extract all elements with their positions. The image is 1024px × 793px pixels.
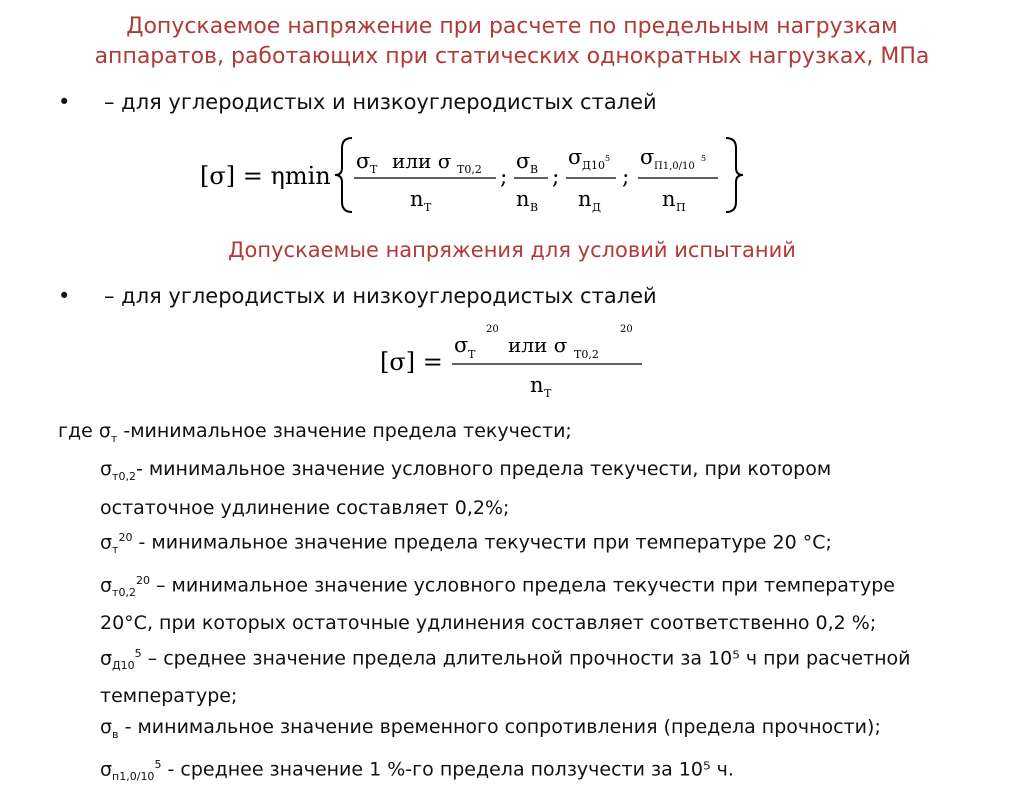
section-subtitle: Допускаемые напряжения для условий испытаний (228, 238, 796, 262)
legend-symbol: σ (100, 531, 113, 554)
f1-t4-num-sub: П1,0/10 (654, 161, 695, 172)
legend-text: - минимальное значение условного предела текучести, при котором (135, 458, 832, 481)
legend-text: – среднее значение предела длительной прочности за 10⁵ ч при расчетной (141, 647, 911, 670)
f1-left-brace (335, 138, 352, 212)
f1-t1-or-sub: Т0,2 (457, 163, 482, 176)
f1-sep-3: ; (622, 165, 630, 190)
f2-num-sub: Т (468, 348, 476, 361)
f1-t3-den: n (578, 187, 592, 211)
f1-t4-num-sup: 5 (701, 154, 707, 163)
f1-t2-den: n (516, 187, 530, 211)
f1-sep-1: ; (500, 165, 508, 190)
legend-symbol-sub: т (112, 543, 119, 557)
title-line-1: Допускаемое напряжение при расчете по предельным нагрузкам (126, 14, 898, 39)
f2-or-sup: 20 (620, 324, 633, 335)
legend-text: - среднее значение 1 %-го предела ползучести за 10⁵ ч. (161, 758, 734, 781)
formula-2-svg (380, 318, 650, 404)
legend-symbol: σ (100, 458, 113, 481)
slide-title (0, 12, 1024, 72)
f1-t1-den-sub: Т (424, 201, 432, 214)
legend-text: -минимальное значение предела текучести; (117, 420, 572, 442)
legend-symbol: σ (100, 758, 113, 781)
f1-t4-den-sub: П (676, 201, 686, 214)
legend-symbol-sup: 20 (135, 573, 150, 587)
legend-row (58, 639, 911, 682)
f1-t3-num-sup: 5 (605, 154, 611, 163)
legend-symbol-sub: в (112, 727, 119, 741)
legend-row (58, 566, 911, 609)
f1-t3-num-sub: Д10 (582, 159, 605, 172)
bullet-text: – для углеродистых и низкоуглеродистых сталей (104, 90, 657, 114)
f2-num: σ (454, 333, 469, 357)
bullet-dot: • (58, 284, 71, 308)
f1-t2-num-sub: В (530, 163, 539, 176)
legend-row (58, 454, 911, 492)
f2-or: или σ (508, 333, 568, 357)
f1-t1-num-sub: Т (370, 163, 378, 176)
bullet-carbon-steels-1 (58, 88, 657, 116)
legend-symbol-sup: 5 (154, 758, 162, 772)
legend-text: температуре; (100, 685, 238, 708)
bullet-carbon-steels-2 (58, 282, 657, 310)
legend-text: остаточное удлинение составляет 0,2%; (100, 496, 510, 519)
legend-row (58, 493, 911, 524)
f1-t4-num: σ (640, 145, 655, 169)
legend-symbol-sup: 5 (134, 646, 142, 660)
f1-t3-num: σ (568, 145, 583, 169)
symbols-legend (58, 416, 911, 793)
f1-t2-den-sub: В (530, 201, 539, 214)
legend-row (58, 523, 911, 566)
f2-or-sub: Т0,2 (574, 348, 599, 361)
formula-allowable-stress-limit-loads (200, 132, 750, 218)
formula-1-svg (200, 132, 750, 218)
legend-symbol-sup: 20 (118, 531, 133, 545)
legend-symbol: σ (100, 715, 113, 738)
formula-allowable-stress-test (380, 318, 650, 404)
legend-text: 20°С, при которых остаточные удлинения составляет соответственно 0,2 %; (100, 612, 877, 635)
f1-t3-den-sub: Д (592, 201, 601, 214)
legend-row (58, 681, 911, 712)
legend-row (58, 750, 911, 793)
f1-lhs: [σ] = ηmin (200, 162, 331, 190)
f1-right-brace (726, 138, 743, 212)
legend-row (58, 416, 911, 454)
legend-symbol-sub: Д10 (112, 658, 135, 672)
legend-symbol: σ (100, 574, 113, 597)
legend-symbol-sub: т0,2 (112, 585, 136, 599)
bullet-dot: • (58, 90, 71, 114)
f1-t1-num: σ (356, 149, 371, 173)
legend-row (58, 608, 911, 639)
f2-den: n (530, 373, 544, 397)
legend-symbol-sub: т (110, 431, 118, 445)
f2-lhs: [σ] = (380, 348, 443, 376)
title-line-2: аппаратов, работающих при статических однократных нагрузках, МПа (94, 44, 930, 69)
bullet-text: – для углеродистых и низкоуглеродистых сталей (104, 284, 657, 308)
legend-text: – минимальное значение условного предела текучести при температуре (149, 574, 895, 597)
f1-t2-num: σ (516, 149, 531, 173)
legend-symbol-sub: п1,0/10 (112, 770, 155, 784)
f1-t1-or: или σ (392, 149, 452, 173)
f1-t1-den: n (410, 187, 424, 211)
f1-t4-den: n (662, 187, 676, 211)
legend-text: - минимальное значение предела текучести при температуре 20 °С; (132, 531, 832, 554)
f1-sep-2: ; (552, 165, 560, 190)
legend-row (58, 712, 911, 750)
legend-symbol-sub: т0,2 (112, 470, 136, 484)
legend-symbol: где σ (58, 420, 111, 442)
legend-symbol: σ (100, 647, 113, 670)
f2-num-sup: 20 (486, 324, 499, 335)
legend-text: - минимальное значение временного сопротивления (предела прочности); (118, 715, 881, 738)
f2-den-sub: Т (544, 387, 552, 400)
